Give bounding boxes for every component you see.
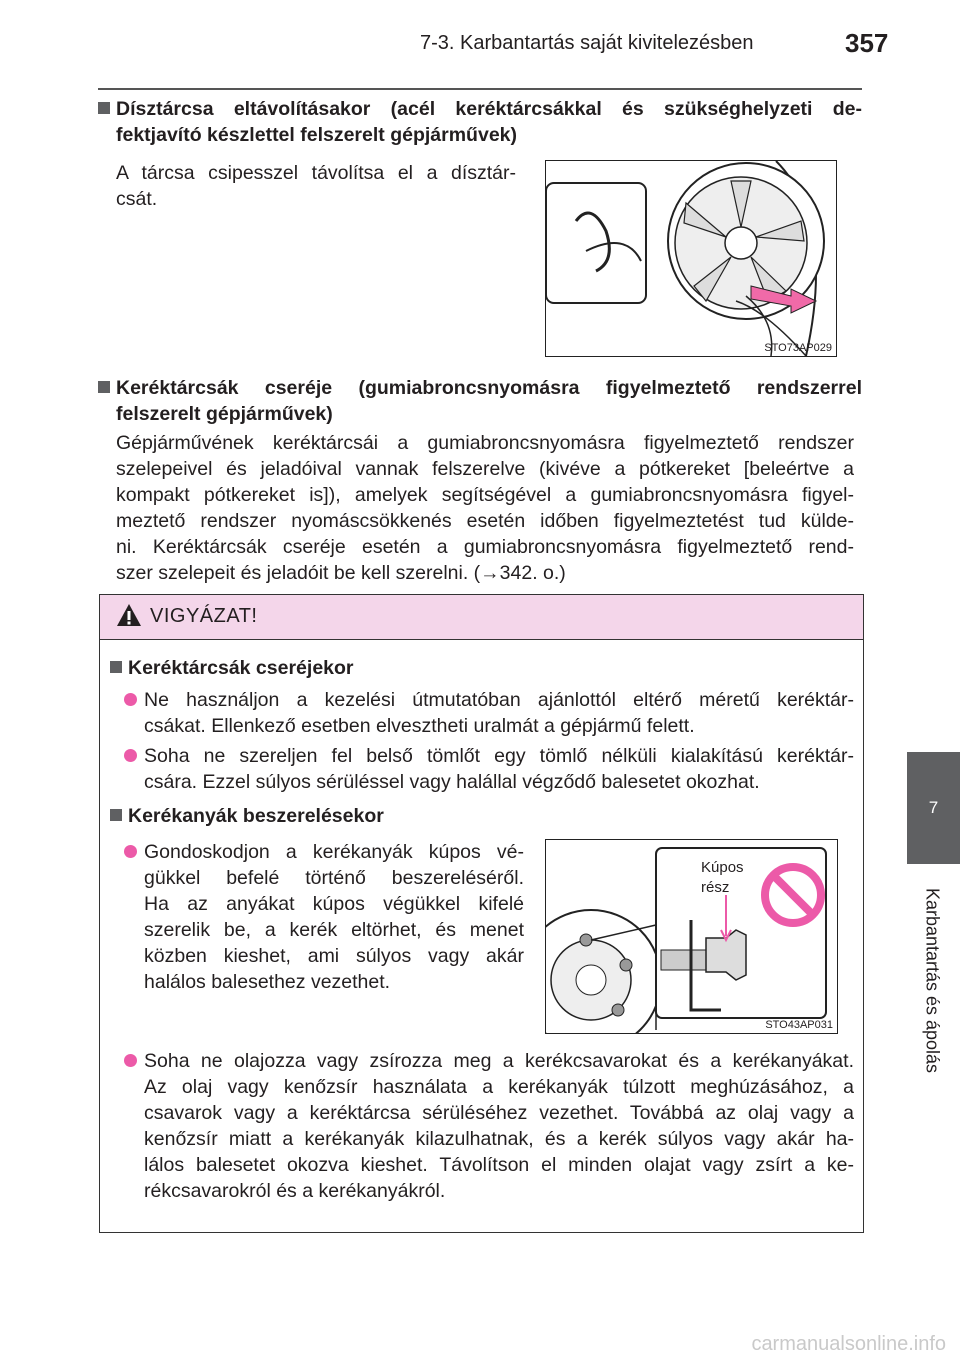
warning-bullet <box>144 743 854 795</box>
bullet-dot-icon <box>124 693 137 706</box>
section1-text-line1: A tárcsa csipesszel távolítsa el a dísztár- <box>116 162 516 184</box>
wheel-nut-illustration <box>546 840 837 1033</box>
text-line: Az olaj vagy kenőzsír használata a kerékanyák túlzott meghúzásához, a <box>144 1076 854 1098</box>
callout-line1: Kúpos <box>701 859 744 876</box>
text-line: Ne használjon a kezelési útmutatóban ajánlottól eltérő méretű keréktár- <box>144 689 854 711</box>
section1-heading-line1: Dísztárcsa eltávolításakor (acél keréktárcsákkal és szükséghelyzeti de- <box>116 98 862 120</box>
section1-text-line2: csát. <box>116 188 158 210</box>
header-title: 7-3. Karbantartás saját kivitelezésben <box>420 32 754 54</box>
callout-line2: rész <box>701 879 730 896</box>
text-line: szer szelepeit és jeladóit be kell szerelni. (→342. o.) <box>116 562 566 584</box>
page-number: 357 <box>845 28 889 58</box>
bullet-dot-icon <box>124 749 137 762</box>
warning-header <box>100 595 863 640</box>
text-line: Gépjárművének keréktárcsái a gumiabroncsnyomásra figyelmeztető rendszer <box>116 432 854 454</box>
text-line: Gondoskodjon a kerékanyák kúpos vé- <box>144 841 524 863</box>
figure-code: STO43AP031 <box>765 1019 833 1031</box>
text-line: szelepeivel és jeladóival vannak felszerelve (kivéve a pótkereket [beleértve a <box>116 458 854 480</box>
text-line: rékcsavarokról és a kerékanyákról. <box>144 1180 446 1202</box>
text-line: halálos balesethez vezethet. <box>144 971 391 993</box>
text-line: csákat. Ellenkező esetben elvesztheti uralmát a gépjármű felett. <box>144 715 695 737</box>
text-line: ni. Keréktárcsák cseréje esetén a gumiabroncsnyomásra figyelmeztető rend- <box>116 536 854 558</box>
text-line: közben kieshet, ami súlyos vagy akár <box>144 945 524 967</box>
warning-box <box>99 594 864 1233</box>
text-line: Ha az anyákat kúpos végükkel kifelé <box>144 893 524 915</box>
chapter-label-text: Karbantartás és ápolás <box>922 887 943 1074</box>
bullet-dot-icon <box>124 1054 137 1067</box>
warning-sub2-heading <box>110 805 384 828</box>
section-bullet-icon <box>98 381 110 393</box>
section1-text <box>116 160 516 212</box>
chapter-label <box>912 875 952 1095</box>
bullet-dot-icon <box>124 845 137 858</box>
hubcap-removal-figure <box>545 160 837 357</box>
text-line: csára. Ezzel súlyos sérüléssel vagy halállal végződő balesetet okozhat. <box>144 771 760 793</box>
warning-sub2-heading-text: Kerékanyák beszerelésekor <box>128 805 384 827</box>
warning-sub1-heading-text: Keréktárcsák cseréjekor <box>128 657 354 679</box>
section2-heading-line2: felszerelt gépjárművek) <box>116 403 333 425</box>
warning-bullet <box>144 839 524 995</box>
section-bullet-icon <box>98 102 110 114</box>
wheel-nut-figure <box>545 839 838 1034</box>
chapter-tab[interactable]: 7 <box>907 752 960 864</box>
text-line: szerelik be, a kerék eltörhet, és menet <box>144 919 524 941</box>
text-line: lálos balesetet okozva kieshet. Távolítson el minden olajat vagy zsírt a ke- <box>144 1154 854 1176</box>
watermark[interactable]: carmanualsonline.info <box>751 1333 946 1355</box>
text-line: gükkel befelé történő beszereléséről. <box>144 867 524 889</box>
text-line: meztető rendszer nyomáscsökkenés esetén időben figyelmeztetést tud külde- <box>116 510 854 532</box>
section2-heading-line1: Keréktárcsák cseréje (gumiabroncsnyomásra figyelmeztető rendszerrel <box>116 377 862 399</box>
section2-text <box>116 430 854 586</box>
warning-title: VIGYÁZAT! <box>150 605 258 627</box>
section-bullet-icon <box>110 809 122 821</box>
warning-sub1-heading <box>110 657 354 680</box>
hubcap-removal-illustration <box>546 161 836 356</box>
figure-code: STO73AP029 <box>764 342 832 354</box>
section-bullet-icon <box>110 661 122 673</box>
section1-heading <box>98 96 862 148</box>
figure-callout <box>701 858 744 898</box>
section1-heading-line2: fektjavító készlettel felszerelt gépjárművek) <box>116 124 517 146</box>
section2-heading <box>98 375 862 427</box>
header-rule <box>98 88 862 90</box>
warning-bullet <box>144 1048 854 1204</box>
text-line: kenőzsír miatt a kerékanyák kilazulhatnak, és a kerék súlyos vagy akár ha- <box>144 1128 854 1150</box>
text-line: Soha ne szereljen fel belső tömlőt egy tömlő nélküli kialakítású keréktár- <box>144 745 854 767</box>
warning-triangle-icon <box>116 603 142 627</box>
text-line: Soha ne olajozza vagy zsírozza meg a kerékcsavarokat és a kerékanyákat. <box>144 1050 854 1072</box>
text-line: kompakt pótkereket is]), amelyek segítségével a gumiabroncsnyomásra figyel- <box>116 484 854 506</box>
text-line: csavarok vagy a keréktárcsa sérüléséhez vezethet. Továbbá az olaj vagy a <box>144 1102 854 1124</box>
warning-bullet <box>144 687 854 739</box>
